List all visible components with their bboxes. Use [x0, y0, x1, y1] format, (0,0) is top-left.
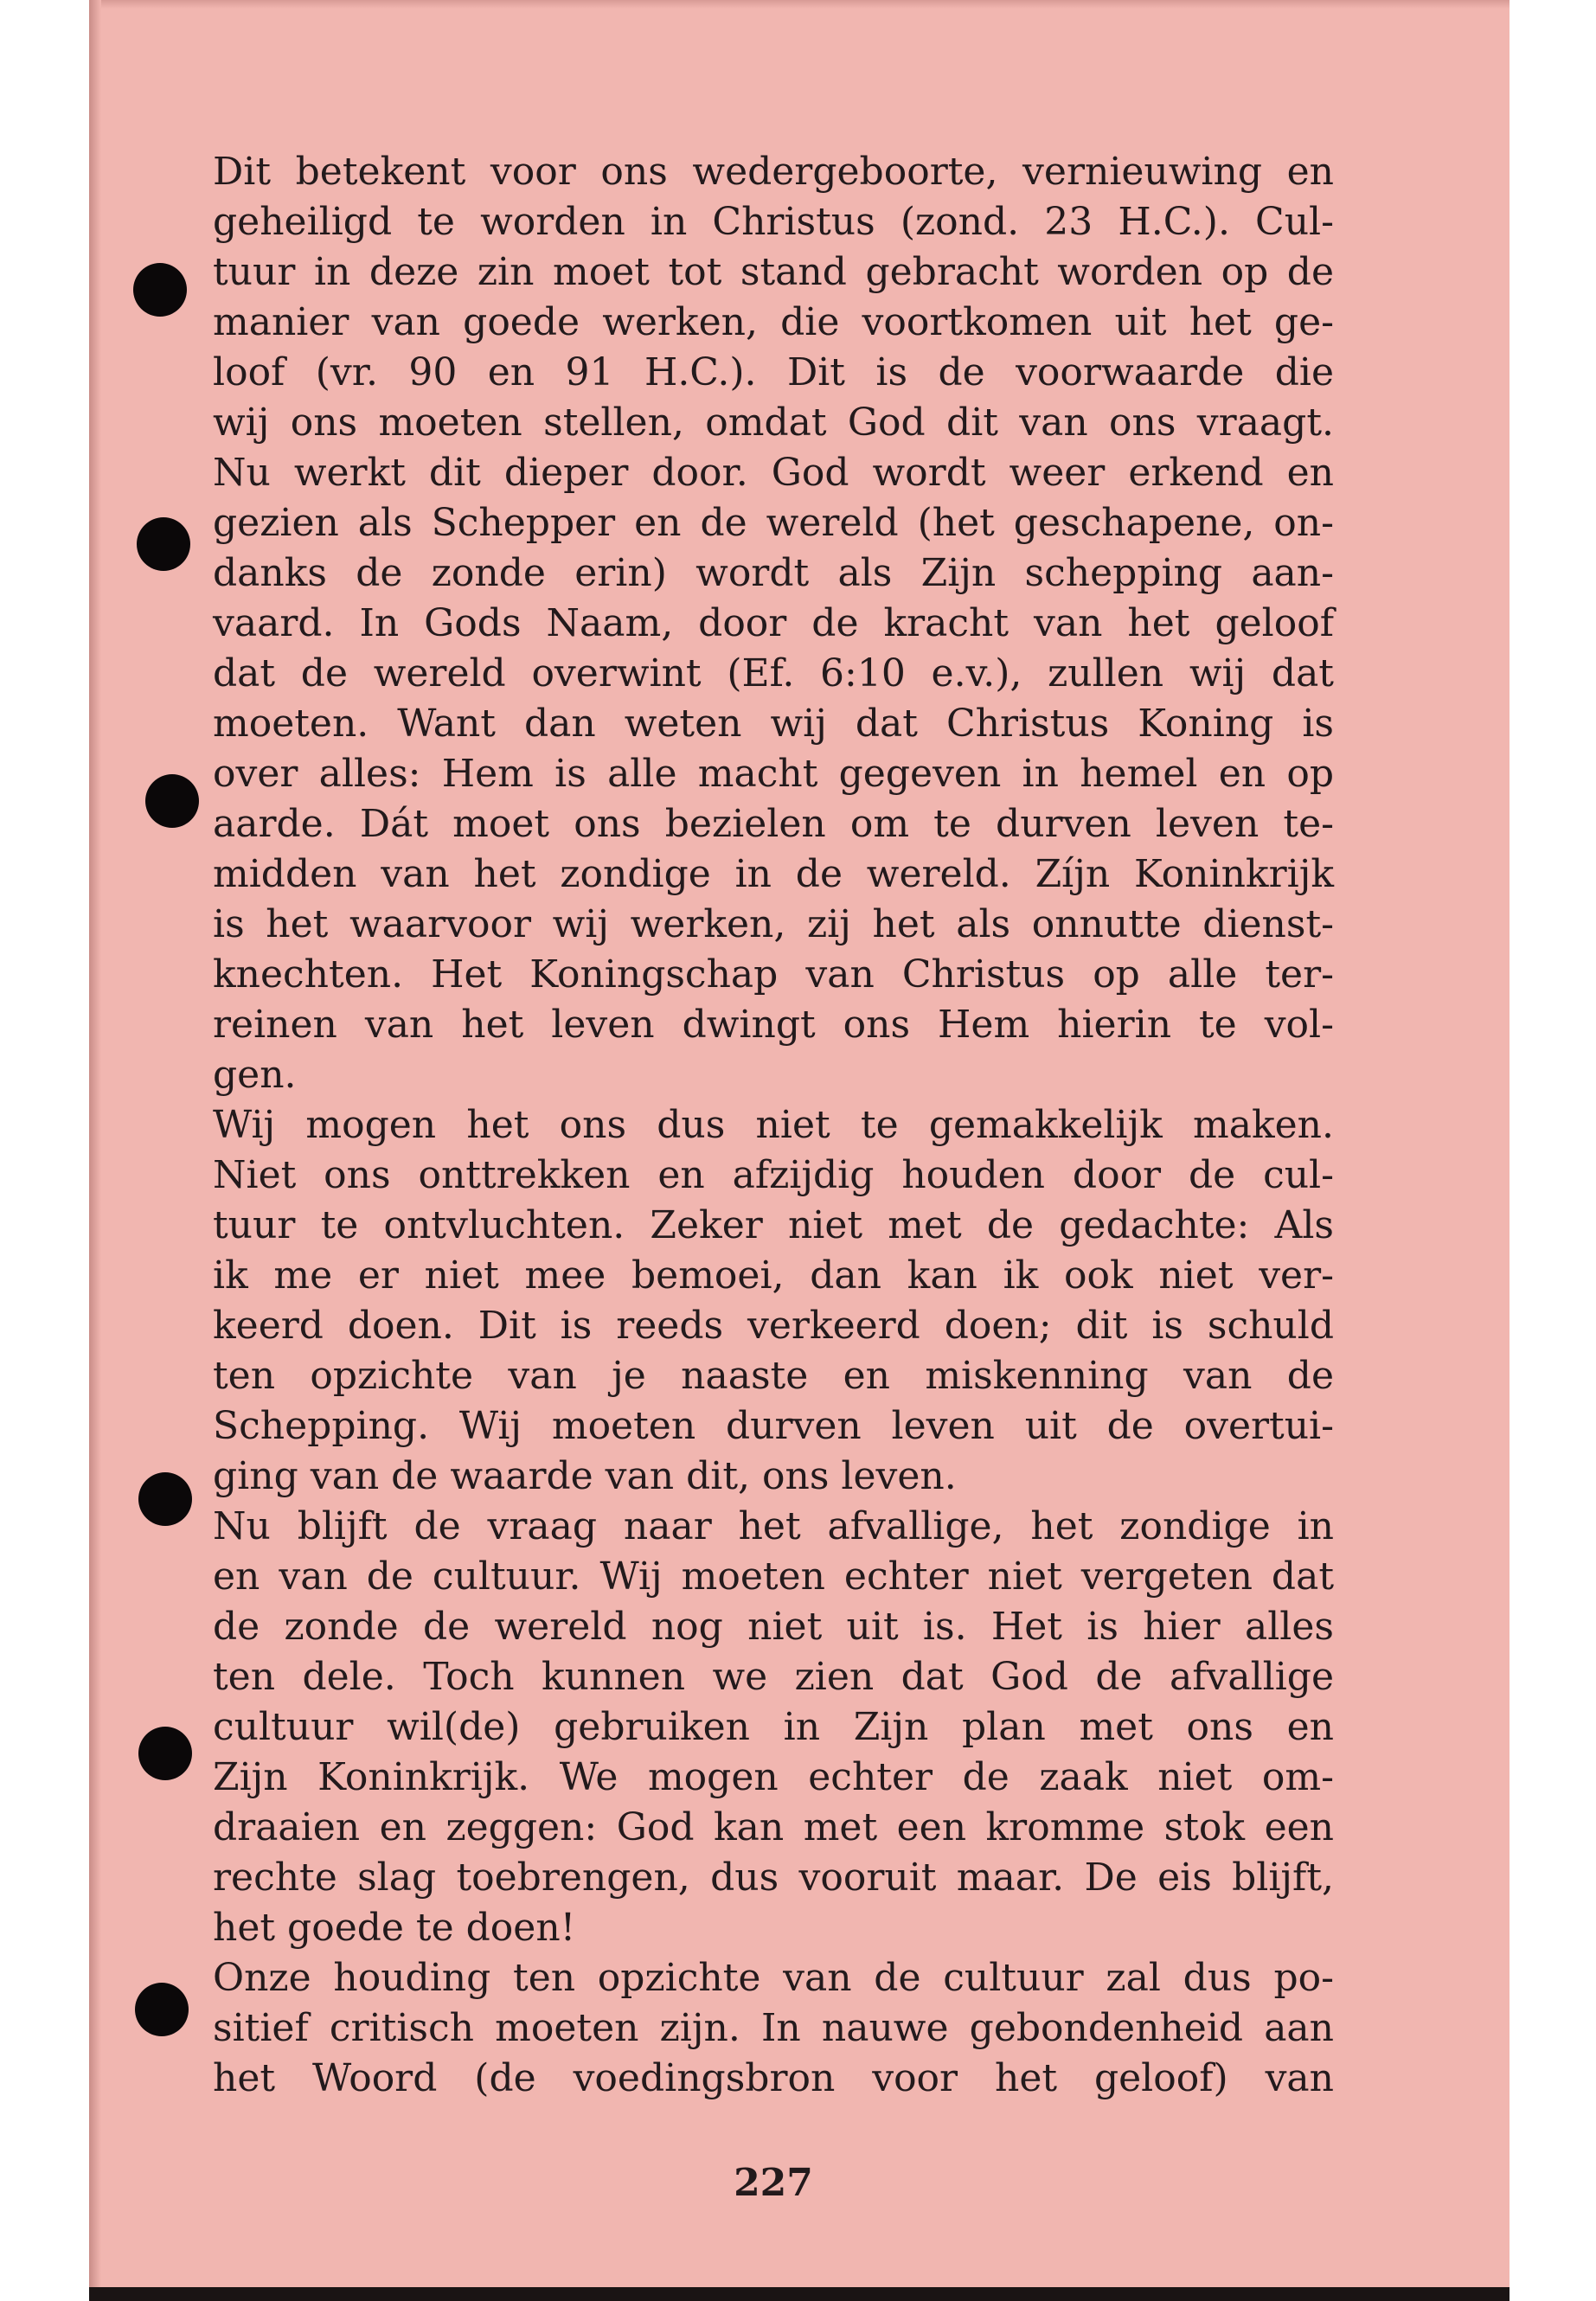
text-line: Wij mogen het ons dus niet te gemakkelijk maken.	[213, 1103, 1334, 1147]
text-line: rechte slag toebrengen, dus vooruit maar. De eis blijft,	[213, 1856, 1334, 1900]
text-line: vaard. In Gods Naam, door de kracht van het geloof	[213, 601, 1334, 645]
text-line: draaien en zeggen: God kan met een kromme stok een	[213, 1805, 1334, 1849]
punch-hole-icon	[138, 1472, 192, 1526]
text-line: Zijn Koninkrijk. We mogen echter de zaak niet om-	[213, 1755, 1334, 1799]
text-line: de zonde de wereld nog niet uit is. Het is hier alles	[213, 1605, 1334, 1649]
text-line: ging van de waarde van dit, ons leven.	[213, 1454, 957, 1498]
text-line: sitief critisch moeten zijn. In nauwe gebondenheid aan	[213, 2006, 1334, 2050]
text-line: knechten. Het Koningschap van Christus op alle ter-	[213, 952, 1334, 997]
text-line: Onze houding ten opzichte van de cultuur zal dus po-	[213, 1956, 1334, 2000]
punch-hole-icon	[145, 774, 199, 828]
text-line: midden van het zondige in de wereld. Zíjn Koninkrijk	[213, 852, 1334, 896]
text-line: tuur in deze zin moet tot stand gebracht worden op de	[213, 250, 1334, 294]
page-left-edge	[89, 0, 101, 2289]
page-top-edge	[89, 0, 1509, 9]
punch-hole-icon	[135, 1983, 189, 2036]
text-line: gen.	[213, 1053, 297, 1097]
punch-hole-icon	[138, 1727, 192, 1780]
text-line: moeten. Want dan weten wij dat Christus Koning is	[213, 702, 1334, 746]
text-line: Nu blijft de vraag naar het afvallige, het zondige in	[213, 1504, 1334, 1548]
text-line: loof (vr. 90 en 91 H.C.). Dit is de voorwaarde die	[213, 350, 1334, 394]
text-line: gezien als Schepper en de wereld (het geschapene, on-	[213, 501, 1334, 545]
punch-hole-icon	[133, 263, 187, 317]
text-line: danks de zonde erin) wordt als Zijn schepping aan-	[213, 551, 1334, 595]
text-line: wij ons moeten stellen, omdat God dit van ons vraagt.	[213, 401, 1334, 445]
text-line: cultuur wil(de) gebruiken in Zijn plan met ons en	[213, 1705, 1334, 1749]
text-line: Dit betekent voor ons wedergeboorte, vernieuwing en	[213, 150, 1334, 194]
text-line: ten opzichte van je naaste en miskenning van de	[213, 1354, 1334, 1398]
text-line: tuur te ontvluchten. Zeker niet met de gedachte: Als	[213, 1203, 1334, 1247]
text-line: manier van goede werken, die voortkomen uit het ge-	[213, 300, 1334, 344]
punch-hole-icon	[137, 517, 190, 571]
text-line: reinen van het leven dwingt ons Hem hierin te vol-	[213, 1003, 1334, 1047]
text-line: en van de cultuur. Wij moeten echter niet vergeten dat	[213, 1554, 1334, 1599]
text-line: dat de wereld overwint (Ef. 6:10 e.v.), zullen wij dat	[213, 651, 1334, 695]
page-number: 227	[734, 2161, 813, 2205]
text-line: geheiligd te worden in Christus (zond. 23 H.C.). Cul-	[213, 200, 1334, 244]
text-line: aarde. Dát moet ons bezielen om te durven leven te-	[213, 802, 1334, 846]
body-text	[213, 147, 1334, 2104]
text-line: keerd doen. Dit is reeds verkeerd doen; dit is schuld	[213, 1304, 1334, 1348]
text-line: Schepping. Wij moeten durven leven uit de overtui-	[213, 1404, 1334, 1448]
text-line: ik me er niet mee bemoei, dan kan ik ook niet ver-	[213, 1253, 1334, 1298]
text-line: het goede te doen!	[213, 1906, 576, 1950]
text-line: is het waarvoor wij werken, zij het als onnutte dienst-	[213, 902, 1334, 946]
scan-bottom-edge	[89, 2287, 1509, 2301]
text-line: Nu werkt dit dieper door. God wordt weer erkend en	[213, 451, 1334, 495]
text-line: het Woord (de voedingsbron voor het geloof) van	[213, 2056, 1334, 2100]
text-line: over alles: Hem is alle macht gegeven in hemel en op	[213, 752, 1334, 796]
text-line: Niet ons onttrekken en afzijdig houden door de cul-	[213, 1153, 1334, 1197]
text-line: ten dele. Toch kunnen we zien dat God de afvallige	[213, 1655, 1334, 1699]
